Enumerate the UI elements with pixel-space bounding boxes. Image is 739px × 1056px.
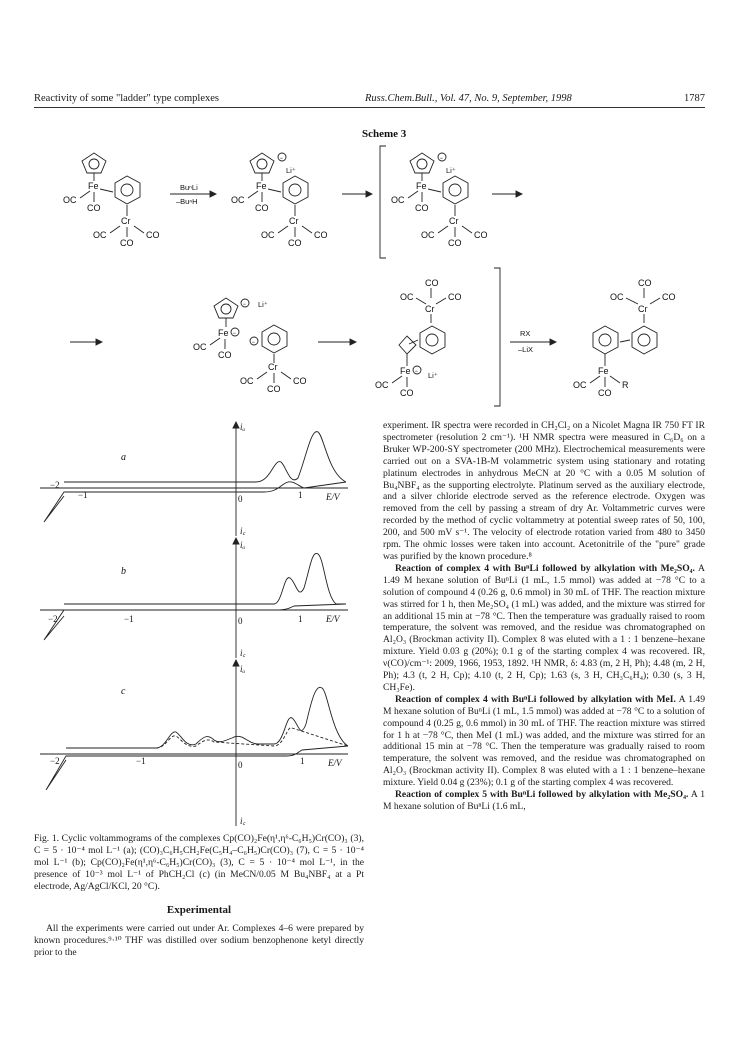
- scheme-structure-5: [375, 278, 462, 398]
- svg-text:−: −: [279, 156, 284, 162]
- svg-text:1: 1: [300, 756, 305, 766]
- svg-text:−2: −2: [50, 480, 60, 490]
- svg-text:i꜀: i꜀: [240, 648, 246, 658]
- svg-text:CO: CO: [638, 278, 652, 288]
- scheme-structure-3: [391, 153, 488, 248]
- scheme-title: Scheme 3: [362, 128, 407, 140]
- svg-text:−2: −2: [50, 756, 60, 766]
- svg-text:E/V: E/V: [326, 492, 340, 502]
- svg-text:E/V: E/V: [328, 758, 342, 768]
- svg-text:OC: OC: [421, 230, 435, 240]
- svg-text:CO: CO: [425, 278, 439, 288]
- svg-text:OC: OC: [391, 195, 405, 205]
- svg-text:−: −: [251, 340, 256, 346]
- svg-text:CO: CO: [448, 238, 462, 248]
- svg-text:−1: −1: [124, 614, 134, 624]
- svg-text:Li⁺: Li⁺: [286, 166, 296, 175]
- svg-text:iₐ: iₐ: [240, 540, 246, 550]
- page-number: 1787: [684, 93, 705, 104]
- figure-caption: Fig. 1. Cyclic voltammograms of the complexes Cp(CO)₂Fe(η¹,η⁶-C₆H₅)Cr(CO)₃ (3), C = 5 · 10⁻⁴ mol L⁻¹ (a); (CO)₃C₆H₅CH₂Fe(C₅H₄–C₆H₅)Cr(CO)₃ (7), C = 5 · 10⁻⁴ mol L⁻¹ (b); Cp(CO)₂Fe(η¹,η⁶-C₆H₅)Cr(CO)₃ (3), C = 5 · 10⁻⁴ mol L⁻¹, in the presence of 10⁻³ mol L⁻¹ of PhCH₂Cl (c) (in MeCN/0.05 M Bu₄NBF₄ at a Pt electrode, Ag/AgCl/KCl, 20 °C).: [34, 833, 364, 892]
- svg-text:0: 0: [238, 494, 243, 504]
- svg-text:iₐ: iₐ: [240, 664, 246, 674]
- svg-text:c: c: [121, 686, 126, 697]
- svg-text:b: b: [121, 566, 126, 577]
- svg-text:0: 0: [238, 616, 243, 626]
- svg-text:−2: −2: [48, 614, 58, 624]
- scheme-structure-6: [573, 278, 676, 398]
- svg-text:i꜀: i꜀: [240, 816, 246, 826]
- reaction-3-body: A 1 M hexane solution of BuⁿLi (1.6 mL,: [383, 789, 705, 812]
- svg-text:CO: CO: [598, 388, 612, 398]
- svg-text:OC: OC: [261, 230, 275, 240]
- svg-text:Fe: Fe: [400, 366, 411, 376]
- section-heading-experimental: Experimental: [166, 903, 232, 916]
- svg-text:CO: CO: [474, 230, 488, 240]
- svg-text:−: −: [232, 331, 237, 337]
- svg-text:OC: OC: [193, 342, 207, 352]
- svg-text:Cr: Cr: [268, 362, 278, 372]
- svg-text:Cr: Cr: [449, 216, 459, 226]
- svg-text:i꜀: i꜀: [240, 526, 246, 536]
- svg-text:CO: CO: [400, 388, 414, 398]
- reaction-3-paragraph: [383, 789, 705, 813]
- svg-text:CO: CO: [314, 230, 328, 240]
- svg-text:CO: CO: [218, 350, 232, 360]
- svg-text:OC: OC: [231, 195, 245, 205]
- svg-text:Li⁺: Li⁺: [428, 371, 438, 380]
- svg-text:OC: OC: [573, 380, 587, 390]
- svg-text:CO: CO: [662, 292, 676, 302]
- svg-text:Fe: Fe: [88, 181, 99, 191]
- svg-text:OC: OC: [63, 195, 77, 205]
- experimental-continuation: experiment. IR spectra were recorded in CH₂Cl₂ on a Nicolet Magna IR 750 FT IR spectrometer (resolution 2 cm⁻¹). ¹H NMR spectra were measured in C₆D₆ on a Bruker WP-200-SY spectrometer (200 MHz). Electrochemical measurements were carried out on a SVA-1B-M volammetric system using stationary and rotating platinum electrodes in anhydrous MeCN at 20 °C with a 0.05 M solution of Bu₄NBF₄ as the supporting electrolyte. Platinum served as the auxiliary electrode, and a silver chloride electrode served as the reference electrode. Oxygen was removed from the cell by passing a stream of dry Ar. Voltammetric curves were recorded by the method of cyclic voltammetry at potential sweep rates of 50, 100, 200, and 500 mV s⁻¹. The velocity of electrode rotation varied from 480 to 3450 rpm. The ohmic losses were taken into account. Acetonitrile of the "pure" grade was purified by the known procedure.⁸: [383, 420, 705, 562]
- scheme-structure-4: [193, 298, 307, 394]
- left-column: [34, 833, 364, 959]
- svg-text:CO: CO: [293, 376, 307, 386]
- cv-panel-c: [40, 660, 348, 826]
- svg-text:BuⁿLi: BuⁿLi: [180, 183, 198, 192]
- svg-text:–BuⁿH: –BuⁿH: [176, 197, 198, 206]
- reaction-1-body: A 1.49 M hexane solution of BuⁿLi (1 mL, 1.5 mmol) was added at −78 °C to a solution of compound 4 (0.26 g, 0.6 mmol) in 30 mL of THF. The reaction mixture was stirred for 1 h, then Me₂SO₄ (1 mL) was added, and the mixture was stirred for an additional 15 min at −78 °C. Then the temperature was gradually raised to room temperature, the solvent was removed, and the residue was chromatographed on Al₂O₃ (Brockman activity II). Complex 8 was eluted with a 1 : 1 benzene–hexane mixture. Yield 0.03 g (20%); 0.1 g of the starting complex 4 was recovered. IR, ν(CO)/cm⁻¹: 2009, 1966, 1953, 1892. ¹H NMR, δ: 4.83 (m, 2 H, Ph); 4.48 (m, 2 H, Ph); 4.3 (t, 2 H, Cp); 4.10 (t, 2 H, Cp); 1.63 (s, 3 H, CH₃C₆H₄); 0.30 (s, 3 H, CH₃Fe).: [383, 562, 705, 693]
- scheme-structure-2: [231, 153, 328, 248]
- svg-text:Li⁺: Li⁺: [258, 300, 268, 309]
- svg-text:CO: CO: [146, 230, 160, 240]
- svg-text:iₐ: iₐ: [240, 422, 246, 432]
- experimental-intro: All the experiments were carried out under Ar. Complexes 4–6 were prepared by known procedures.⁹·¹⁰ THF was distilled over sodium benzophenone ketyl directly prior to the: [34, 923, 364, 959]
- svg-text:1: 1: [298, 490, 303, 500]
- running-header-journal: Russ.Chem.Bull., Vol. 47, No. 9, September, 1998: [365, 93, 572, 104]
- header-rule: [34, 107, 705, 108]
- running-header-left: Reactivity of some "ladder" type complexes: [34, 93, 219, 104]
- svg-text:OC: OC: [375, 380, 389, 390]
- svg-text:OC: OC: [93, 230, 107, 240]
- svg-text:CO: CO: [415, 203, 429, 213]
- cyclic-voltammogram-figure: [36, 418, 372, 838]
- reaction-2-heading: Reaction of complex 4 with BuⁿLi followed by alkylation with MeI.: [395, 693, 676, 705]
- svg-text:CO: CO: [87, 203, 101, 213]
- svg-text:Fe: Fe: [256, 181, 267, 191]
- reaction-1-heading: Reaction of complex 4 with BuⁿLi followed by alkylation with Me₂SO₄.: [395, 562, 695, 574]
- svg-text:a: a: [121, 452, 126, 463]
- svg-text:RX: RX: [520, 329, 531, 338]
- reaction-3-heading: Reaction of complex 5 with BuⁿLi followed by alkylation with Me₂SO₄.: [395, 789, 689, 801]
- svg-text:Cr: Cr: [121, 216, 131, 226]
- svg-text:−: −: [242, 302, 247, 308]
- svg-text:−1: −1: [78, 490, 88, 500]
- svg-text:1: 1: [298, 614, 303, 624]
- reaction-2-body: A 1.49 M hexane solution of BuⁿLi (1 mL, 1.5 mmol) was added at −78 °C to a solution of compound 4 (0.25 g, 0.6 mmol) in 30 mL of THF. The reaction mixture was stirred for 1 h at −78 °C, then MeI (1 mL) was added, and the mixture was stirred for an additional 15 min at −78 °C. Then the temperature was gradually raised to room temperature, the solvent was removed, and the residue was chromatographed on Al₂O₃ (Brockman activity II). Complex 8 was eluted with a 1 : 1 benzene–hexane mixture. Yield 0.04 g (23%); 0.1 g of the starting complex 4 was recovered.: [383, 693, 705, 789]
- cv-panel-a: [40, 422, 348, 536]
- svg-text:OC: OC: [610, 292, 624, 302]
- svg-text:Li⁺: Li⁺: [446, 166, 456, 175]
- svg-text:Cr: Cr: [289, 216, 299, 226]
- svg-text:CO: CO: [267, 384, 281, 394]
- svg-text:−: −: [439, 156, 444, 162]
- reaction-1-paragraph: [383, 563, 705, 694]
- svg-text:−: −: [414, 369, 419, 375]
- svg-text:Cr: Cr: [638, 304, 648, 314]
- svg-text:–LiX: –LiX: [518, 345, 534, 354]
- svg-text:Cr: Cr: [425, 304, 435, 314]
- svg-text:0: 0: [238, 760, 243, 770]
- right-column: [383, 420, 705, 813]
- svg-text:−1: −1: [136, 756, 146, 766]
- scheme-3-figure: [60, 120, 700, 420]
- svg-text:CO: CO: [448, 292, 462, 302]
- svg-text:OC: OC: [400, 292, 414, 302]
- svg-text:Fe: Fe: [598, 366, 609, 376]
- svg-text:Fe: Fe: [218, 328, 229, 338]
- reaction-2-paragraph: [383, 694, 705, 789]
- cv-panel-b: [40, 538, 348, 658]
- svg-text:OC: OC: [240, 376, 254, 386]
- svg-text:CO: CO: [120, 238, 134, 248]
- svg-text:CO: CO: [255, 203, 269, 213]
- svg-text:Fe: Fe: [416, 181, 427, 191]
- svg-text:R: R: [622, 380, 629, 390]
- svg-text:E/V: E/V: [326, 614, 340, 624]
- svg-text:CO: CO: [288, 238, 302, 248]
- scheme-structure-1: [63, 153, 160, 248]
